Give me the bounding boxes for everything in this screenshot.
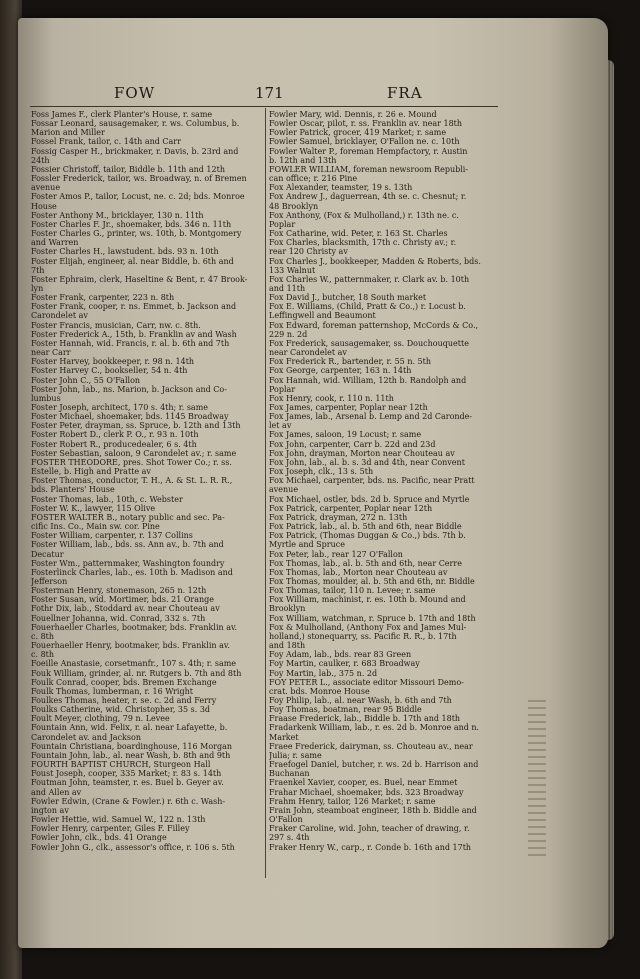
directory-entry: Foster W. K., lawyer, 115 Olive xyxy=(31,503,156,513)
directory-entry: Fox Thomas, moulder, al. b. 5th and 6th, nr. Biddle xyxy=(269,576,475,586)
directory-entry: 48 Brooklyn xyxy=(269,201,319,211)
directory-entry: Foy Adam, lab., bds. rear 83 Green xyxy=(269,650,412,660)
directory-entry: Foster Robert R., producedealer, 6 s. 4th xyxy=(31,439,197,449)
directory-entry: Carondelet av. and Jackson xyxy=(31,732,141,742)
directory-entry: Foulkes Thomas, heater, r. se. c. 2d and Ferry xyxy=(31,696,217,705)
directory-entry: avenue xyxy=(269,485,299,495)
directory-entry: Fouerhaeller Henry, bootmaker, bds. Franklin av. xyxy=(31,641,230,651)
directory-entry: near Carr xyxy=(31,348,71,358)
directory-entry: Fossier Christoff, tailor, Biddle b. 11th and 12th xyxy=(31,164,225,174)
directory-entry: Foster John, lab., ns. Marion, b. Jackson and Co- xyxy=(31,384,227,394)
directory-entry: Fox Charles W., patternmaker, r. Clark av. b. 10th xyxy=(269,274,470,284)
directory-entry: 297 s. 4th xyxy=(269,833,310,843)
directory-entry: Fountain Christiana, boardinghouse, 116 Morgan xyxy=(31,741,233,751)
directory-entry: c. 8th xyxy=(31,631,55,641)
directory-entry: House xyxy=(31,201,57,211)
directory-entry: Decatur xyxy=(31,549,64,559)
directory-entry: Fox Thomas, lab., al. b. 5th and 6th, near Cerre xyxy=(269,558,462,568)
directory-entry: and 18th xyxy=(269,641,306,651)
directory-entry: Foster Peter, drayman, ss. Spruce, b. 12th and 13th xyxy=(31,421,241,431)
directory-entry: Fox Thomas, tailor, 110 n. Levee; r. same xyxy=(269,586,436,596)
directory-entry: Foster Thomas, lab., 10th, c. Webster xyxy=(31,494,183,504)
directory-entry: Foster Charles H., lawstudent. bds. 93 n. 10th xyxy=(31,247,219,257)
directory-entry: Fossler Frederick, tailor, ws. Broadway, n. of Bremen xyxy=(31,174,247,184)
directory-entry: Foster Harvey, bookkeeper, r. 98 n. 14th xyxy=(31,357,195,367)
directory-entry: cific Ins. Co., Main sw. cor. Pine xyxy=(31,522,160,532)
directory-entry: Fraase Frederick, lab., Biddle b. 17th and 18th xyxy=(269,714,461,724)
directory-entry: 133 Walnut xyxy=(269,265,316,275)
directory-entry: Foster Anthony M., bricklayer, 130 n. 11th xyxy=(31,210,204,220)
directory-entry: Foster Sebastian, saloon, 9 Carondelet av.; r. same xyxy=(31,448,237,458)
directory-entry: Foster Charles G., printer, ws. 10th, b. Montgomery xyxy=(31,229,242,239)
header-right-guide-word: FRA xyxy=(387,84,423,102)
directory-entry: Fraefogel Daniel, butcher, r. ws. 2d b. Harrison and xyxy=(269,760,479,770)
directory-entry: FOWLER WILLIAM, foreman newsroom Republi- xyxy=(269,164,469,174)
directory-entry: Fowler Mary, wid. Dennis, r. 26 e. Mound xyxy=(269,110,437,119)
header-rule xyxy=(30,106,498,107)
directory-entry: Foulks Catherine, wid. Christopher, 35 s. 3d xyxy=(31,705,211,715)
directory-entry: Fox Michael, ostler, bds. 2d b. Spruce and Myrtle xyxy=(269,494,470,504)
directory-entry: crat. bds. Monroe House xyxy=(269,686,370,696)
directory-entry: Fowler Hettie, wid. Samuel W., 122 n. 13th xyxy=(31,815,206,825)
directory-entry: Foster Robert D., clerk P. O., r. 93 n. 10th xyxy=(31,430,199,440)
directory-entry: Fox Patrick, (Thomas Duggan & Co.,) bds. 7th b. xyxy=(269,531,466,541)
directory-entry: Fox Anthony, (Fox & Mulholland,) r. 13th ne. c. xyxy=(269,210,459,220)
directory-entry: Poplar xyxy=(269,219,296,229)
directory-entry: lyn xyxy=(31,283,44,293)
directory-entry: Fox Catharine, wid. Peter, r. 163 St. Charles xyxy=(269,229,448,239)
directory-entry: Fothr Dix, lab., Stoddard av. near Chouteau av xyxy=(31,604,220,614)
directory-entry: b. 12th and 13th xyxy=(269,155,337,165)
directory-entry: Fox Patrick, drayman, 272 n. 13th xyxy=(269,512,408,522)
column-divider xyxy=(265,108,266,878)
directory-entry: Foulk Conrad, cooper, bds. Bremen Exchange xyxy=(31,677,217,687)
directory-entry: Foster Francis, musician, Carr, nw. c. 8th. xyxy=(31,320,201,330)
directory-entry: Fouk William, grinder, al. nr. Rutgers b. 7th and 8th xyxy=(31,668,242,678)
directory-entry: FOSTER WALTER B., notary public and sec. Pa- xyxy=(31,512,225,522)
directory-entry: Foutman John, teamster, r. es. Buel b. Geyer av. xyxy=(31,778,224,788)
directory-entry: Jefferson xyxy=(31,576,68,586)
directory-entry: Foster William, carpenter, r. 137 Collins xyxy=(31,531,193,541)
directory-entry: Fox James, lab., Arsenal b. Lemp and 2d Caronde- xyxy=(269,412,473,422)
directory-entry: Fox James, saloon, 19 Locust; r. same xyxy=(269,430,422,440)
directory-entry: Foy Thomas, boatman, rear 95 Biddle xyxy=(269,705,422,715)
directory-entry: Foster Harvey C., bookseller, 54 n. 4th xyxy=(31,366,188,376)
directory-entry: Fowler Samuel, bricklayer, O'Fallon ne. c. 10th xyxy=(269,137,460,147)
directory-entry: Buchanan xyxy=(269,769,310,779)
directory-entry: Fowler Henry, carpenter, Giles F. Filley xyxy=(31,824,190,834)
directory-entry: c. 8th xyxy=(31,650,55,660)
directory-entry: FOURTH BAPTIST CHURCH, Sturgeon Hall xyxy=(31,760,211,770)
directory-entry: Fountain Ann, wid. Felix, r. al. near Lafayette, b. xyxy=(31,723,228,733)
directory-entry: Foult Meyer, clothing, 79 n. Levee xyxy=(31,714,170,724)
directory-entry: Fraker Caroline, wid. John, teacher of drawing, r. xyxy=(269,824,470,834)
directory-entry: Fox Charles J., bookkeeper, Madden & Roberts, bds. xyxy=(269,256,481,266)
directory-entry: Foy Martin, caulker, r. 683 Broadway xyxy=(269,659,420,669)
directory-entry: Fowler John, clk., bds. 41 Orange xyxy=(31,833,167,843)
directory-entry: Fox James, carpenter, Poplar near 12th xyxy=(269,403,428,412)
directory-entry: 24th xyxy=(31,155,50,165)
directory-entry: Fowler Walter P., foreman Hempfactory, r. Austin xyxy=(269,146,468,156)
directory-entry: Fox Hannah, wid. William, 12th b. Randolph and xyxy=(269,375,467,385)
directory-entry: ington av xyxy=(31,805,69,815)
directory-entry: avenue xyxy=(31,183,61,193)
directory-entry: Fraee Frederick, dairyman, ss. Chouteau av., near xyxy=(269,741,473,751)
directory-entry: Fox John, drayman, Morton near Chouteau av xyxy=(269,448,455,458)
directory-entry: FOSTER THEODORE, pres. Shot Tower Co.; r. ss. xyxy=(31,457,232,467)
directory-entry: and 11th xyxy=(269,283,306,293)
directory-entry: Market xyxy=(269,732,299,742)
directory-entry: Fox E. Williams, (Child, Pratt & Co.,) r. Locust b. xyxy=(269,302,466,312)
directory-entry: Fox Henry, cook, r. 110 n. 11th xyxy=(269,393,394,403)
directory-entry: Fox Andrew J., daguerrean, 4th se. c. Chesnut; r. xyxy=(269,192,467,202)
page-header xyxy=(30,84,498,102)
directory-entry: Foster Frank, cooper, r. ns. Emmet, b. Jackson and xyxy=(31,302,237,312)
directory-entry: Foster Frank, carpenter, 223 n. 8th xyxy=(31,293,175,303)
directory-entry: Fox William, watchman, r. Spruce b. 17th and 18th xyxy=(269,613,476,623)
directory-entry: rear 120 Christy av xyxy=(269,247,348,257)
directory-entry: Foster Thomas, conductor, T. H., A. & St. L. R. R., xyxy=(31,476,233,486)
directory-entry: Foster Amos P., tailor, Locust, ne. c. 2d; bds. Monroe xyxy=(31,192,245,202)
directory-entry: Fosterman Henry, stonemason, 265 n. 12th xyxy=(31,586,207,596)
directory-entry: Foster Elijah, engineer, al. near Biddle, b. 6th and xyxy=(31,256,234,266)
directory-entry: Fox Thomas, lab., Morton near Chouteau av xyxy=(269,567,448,577)
directory-entry: 7th xyxy=(31,265,45,275)
directory-entry: Foy Philip, lab., al. near Wash, b. 6th and 7th xyxy=(269,696,452,705)
directory-entry: and Warren xyxy=(31,238,79,248)
directory-entry: Fouerhaeller Charles, bootmaker, bds. Franklin av. xyxy=(31,622,238,632)
directory-entry: Fowler Edwin, (Crane & Fowler.) r. 6th c. Wash- xyxy=(31,796,226,806)
directory-entry: Fossig Casper H., brickmaker, r. Davis, b. 23rd and xyxy=(31,146,239,156)
directory-entry: Fox Alexander, teamster, 19 s. 13th xyxy=(269,183,413,193)
directory-entry: Estelle, b. High and Pratte av xyxy=(31,467,151,477)
directory-entry: Foster Ephraim, clerk, Haseltine & Bent, r. 47 Brook- xyxy=(31,274,248,284)
directory-entry: Fraenkel Xavier, cooper, es. Buel, near Emmet xyxy=(269,778,458,788)
directory-entry: Poplar xyxy=(269,384,296,394)
directory-entry: Fox Patrick, lab., al. b. 5th and 6th, near Biddle xyxy=(269,522,462,532)
directory-entry: Fradarkenk William, lab., r. es. 2d b. Monroe and n. xyxy=(269,723,480,733)
directory-entry: Foster Joseph, architect, 170 s. 4th; r. same xyxy=(31,403,209,412)
directory-entry: Fraker Henry W., carp., r. Conde b. 16th and 17th xyxy=(269,842,472,852)
directory-entry: and Allen av xyxy=(31,787,82,797)
directory-entry: Foss James F., clerk Planter's House, r. same xyxy=(31,110,213,119)
directory-entry: Foster Frederick A., 15th, b. Franklin av and Wash xyxy=(31,329,237,339)
directory-entry: Fox David J., butcher, 18 South market xyxy=(269,293,427,303)
directory-entry: Fowler Patrick, grocer, 419 Market; r. same xyxy=(269,128,447,138)
directory-entry: Frahm Henry, tailor, 126 Market; r. same xyxy=(269,796,436,806)
directory-entry: holland,) stonequarry, ss. Pacific R. R., b. 17th xyxy=(269,631,457,641)
directory-entry: Brooklyn xyxy=(269,604,306,614)
directory-entry: Fox John, lab., al. b. s. 3d and 4th, near Convent xyxy=(269,457,465,467)
directory-entry: Fouellner Johanna, wid. Conrad, 332 s. 7th xyxy=(31,613,206,623)
directory-entry: Marion and Miller xyxy=(31,128,105,138)
directory-entry: Foster Charles F. Jr., shoemaker, bds. 346 n. 11th xyxy=(31,219,232,229)
page-stain-marks xyxy=(528,700,546,860)
directory-entry: can office; r. 216 Pine xyxy=(269,174,358,184)
directory-entry: Foust Joseph, cooper, 335 Market; r. 83 s. 14th xyxy=(31,769,222,779)
left-column xyxy=(31,110,263,852)
directory-entry: Fossel Frank, tailor, c. 14th and Carr xyxy=(31,137,181,147)
directory-entry: Fox Patrick, carpenter, Poplar near 12th xyxy=(269,503,433,513)
directory-entry: near Carondelet av xyxy=(269,348,347,358)
directory-entry: Foster Hannah, wid. Francis, r. al. b. 6th and 7th xyxy=(31,338,230,348)
directory-entry: Fox John, carpenter, Carr b. 22d and 23d xyxy=(269,439,436,449)
directory-entry: Fox Charles, blacksmith, 17th c. Christy av.; r. xyxy=(269,238,457,248)
directory-entry: Fossar Leonard, sausagemaker, r. ws. Columbus, b. xyxy=(31,119,240,129)
directory-entry: Fox & Mulholland, (Anthony Fox and James Mul- xyxy=(269,622,467,632)
directory-entry: bds. Planters' House xyxy=(31,485,115,495)
directory-entry: Fox Michael, carpenter, bds. ns. Pacific, near Pratt xyxy=(269,476,475,486)
directory-entry: Fox George, carpenter, 163 n. 14th xyxy=(269,366,412,376)
directory-entry: Fox Joseph, clk., 13 s. 5th xyxy=(269,467,374,477)
directory-entry: Fowler John G., clk., assessor's office, r. 106 s. 5th xyxy=(31,842,235,852)
directory-entry: Foster Susan, wid. Mortimer, bds. 21 Orange xyxy=(31,595,214,605)
directory-entry: Fox Edward, foreman patternshop, McCords & Co., xyxy=(269,320,479,330)
directory-entry: Foster William, lab., bds. ss. Ann av., b. 7th and xyxy=(31,540,224,550)
directory-entry: Frain John, steamboat engineer, 18th b. Biddle and xyxy=(269,805,477,815)
directory-entry: Frahar Michael, shoemaker, bds. 323 Broadway xyxy=(269,787,464,797)
right-column xyxy=(269,110,501,852)
directory-entry: 229 n. 2d xyxy=(269,329,308,339)
directory-entry: Foulk Thomas, lumberman, r. 16 Wright xyxy=(31,686,193,696)
directory-entry: Foster Michael, shoemaker, bds. 1145 Broadway xyxy=(31,412,229,422)
page-number: 171 xyxy=(255,84,284,102)
directory-entry: Foster John C., 55 O'Fallon xyxy=(31,375,141,385)
directory-entry: let av xyxy=(269,421,292,431)
directory-entry: FOY PETER L., associate editor Missouri Demo- xyxy=(269,677,464,687)
directory-entry: Julia; r. same xyxy=(269,750,322,760)
directory-entry: Fox Frederick, sausagemaker, ss. Douchouquette xyxy=(269,338,469,348)
header-left-guide-word: FOW xyxy=(114,84,156,102)
directory-entry: Foster Wm., patternmaker, Washington foundry xyxy=(31,558,225,568)
directory-entry: O'Fallon xyxy=(269,815,303,825)
directory-entry: Carondelet av xyxy=(31,311,88,321)
directory-entry: Fosterlinck Charles, lab., es. 10th b. Madison and xyxy=(31,567,233,577)
directory-entry: Fox Frederick R., bartender, r. 55 n. 5th xyxy=(269,357,432,367)
directory-entry: Leffingwell and Beaumont xyxy=(269,311,376,321)
directory-entry: Fox William, machinist, r. es. 10th b. Mound and xyxy=(269,595,466,605)
directory-entry: Foeille Anastasie, corsetmanfr., 107 s. 4th; r. same xyxy=(31,659,237,669)
directory-entry: Foy Martin, lab., 375 n. 2d xyxy=(269,668,378,678)
directory-entry: Myrtle and Spruce xyxy=(269,540,345,550)
directory-entry: Fox Peter, lab., rear 127 O'Fallon xyxy=(269,549,403,559)
directory-entry: Fowler Oscar, pilot, r. ss. Franklin av. near 18th xyxy=(269,119,463,129)
directory-entry: Fountain John, lab., al. near Wash, b. 8th and 9th xyxy=(31,750,231,760)
directory-entry: lumbus xyxy=(31,393,61,403)
